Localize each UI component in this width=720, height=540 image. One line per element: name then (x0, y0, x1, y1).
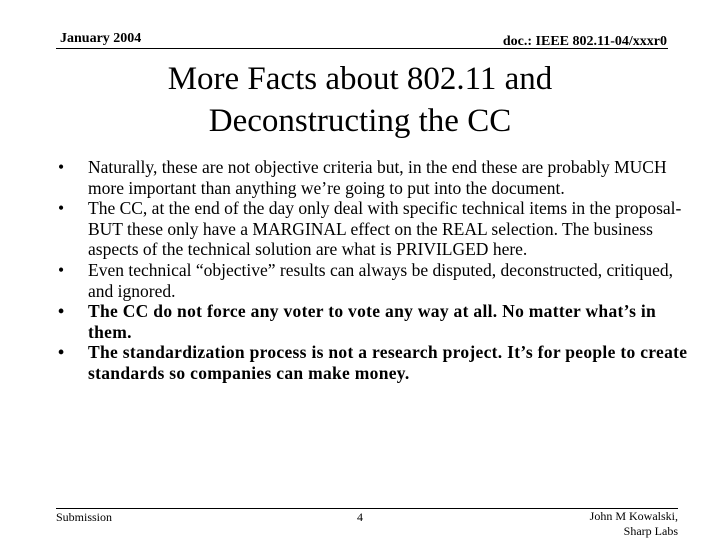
bullet-text: Even technical “objective” results can always be disputed, deconstructed, critiqued, and ignored. (88, 259, 674, 301)
header-doc-id: doc.: IEEE 802.11-04/xxxr0 (502, 34, 667, 49)
bullet-item (58, 157, 698, 198)
bullet-dot-icon: • (58, 342, 65, 363)
bullet-dot-icon: • (58, 301, 65, 322)
bullet-item (58, 198, 698, 260)
bullet-text: The CC, at the end of the day only deal with specific technical items in the proposal- BUT these only have a MARGINAL effect on the REAL selection. The business aspects of the technical solution are what is PRIVILGED here. (88, 198, 682, 260)
bullet-text: Naturally, these are not objective criteria but, in the end these are probably MUCH more important than anything we’re going to put into the document. (88, 157, 667, 198)
footer-submission: Submission (56, 510, 113, 524)
bullet-dot-icon: • (58, 198, 65, 219)
footer-page-number: 4 (357, 510, 363, 524)
slide-title-line-2: Deconstructing the CC (208, 103, 512, 139)
slide-title (0, 58, 720, 142)
header-rule (56, 48, 668, 49)
footer-author-name: John M Kowalski, (589, 509, 678, 523)
footer-author (590, 509, 678, 539)
bullet-item (58, 301, 698, 342)
bullet-text: The CC do not force any voter to vote any way at all. No matter what’s in them. (88, 301, 657, 342)
bullet-dot-icon: • (58, 259, 65, 280)
bullet-list (58, 157, 698, 384)
slide-title-line-1: More Facts about 802.11 and (167, 61, 553, 97)
bullet-text: The standardization process is not a research project. It’s for people to create standards so companies can make money. (88, 342, 688, 383)
footer-rule (56, 508, 678, 509)
footer-author-org: Sharp Labs (623, 524, 678, 538)
bullet-item (58, 342, 698, 383)
bullet-dot-icon: • (58, 157, 65, 177)
header-date: January 2004 (60, 31, 142, 46)
bullet-item (58, 260, 698, 301)
